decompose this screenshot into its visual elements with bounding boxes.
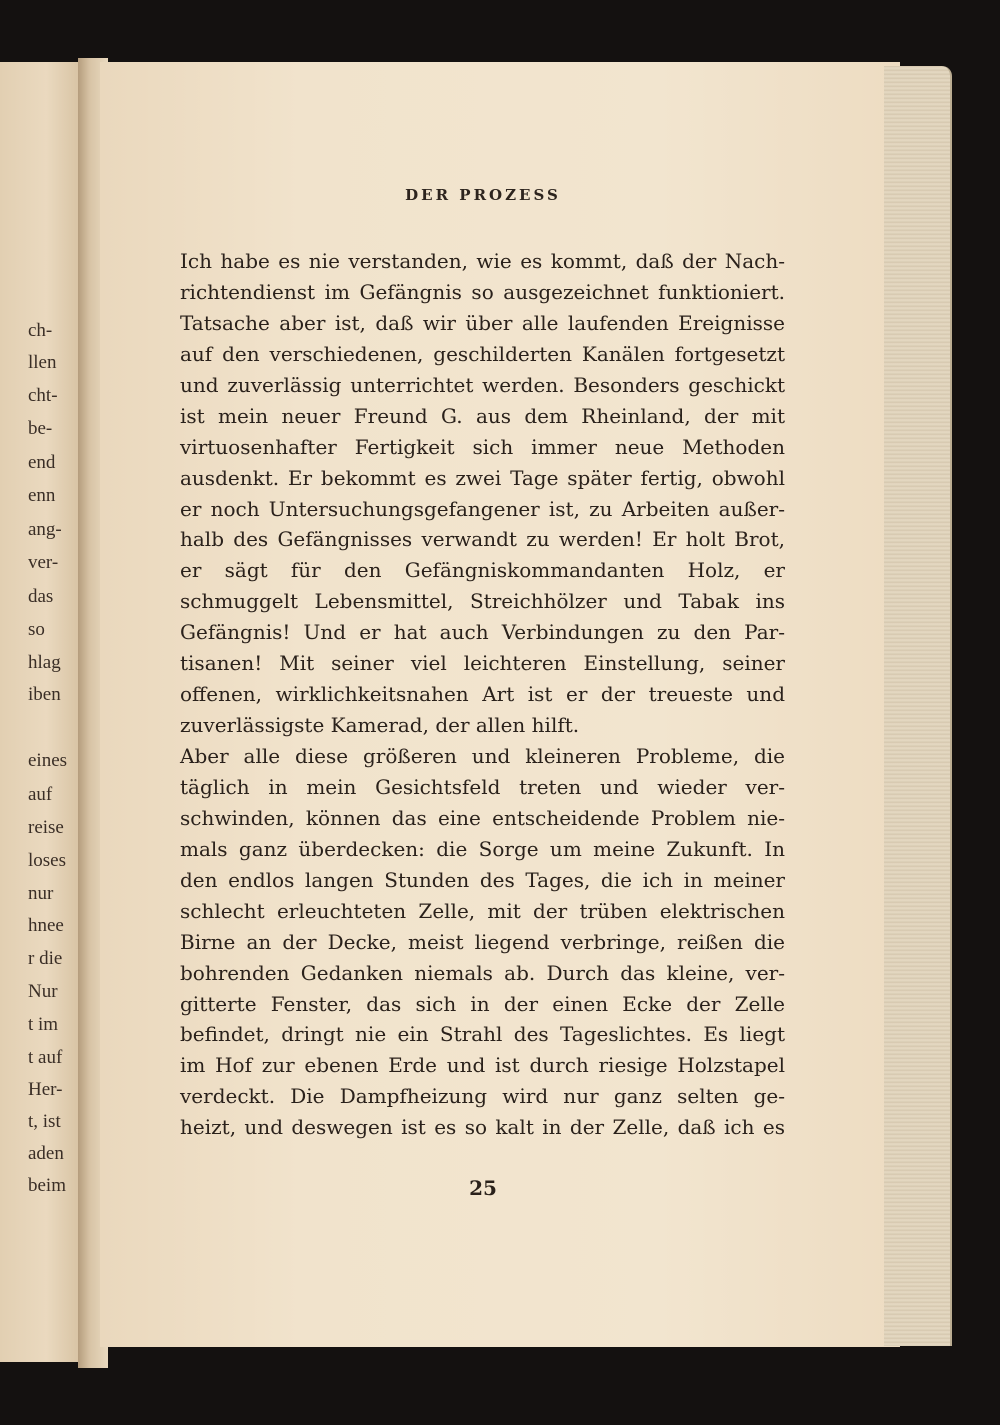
left-fragment: ang- (28, 519, 62, 540)
left-fragment: aden (28, 1143, 64, 1164)
text-line: bohrenden Gedanken niemals ab. Durch das kleine, ver- (180, 960, 785, 985)
text-line: täglich in mein Gesichtsfeld treten und wieder ver- (180, 774, 785, 799)
left-fragment: auf (28, 784, 53, 805)
text-line: schwinden, können das eine entscheidende Problem nie- (180, 805, 785, 830)
text-line: im Hof zur ebenen Erde und ist durch riesige Holzstapel (180, 1053, 785, 1078)
text-line: virtuosenhafter Fertigkeit sich immer neue Methoden (180, 434, 785, 459)
left-fragment: hnee (28, 915, 64, 936)
text-line: Birne an der Decke, meist liegend verbringe, reißen die (180, 929, 785, 954)
left-fragment: Her- (28, 1079, 63, 1100)
left-fragment: enn (28, 485, 56, 506)
left-fragment: nur (28, 883, 54, 904)
left-fragment: t, ist (28, 1111, 61, 1132)
left-fragment: t im (28, 1014, 59, 1035)
text-line: mals ganz überdecken: die Sorge um meine Zukunft. In (180, 836, 785, 861)
left-fragment: cht- (28, 385, 58, 406)
text-line: ausdenkt. Er bekommt es zwei Tage später fertig, obwohl (180, 465, 785, 490)
left-fragment: iben (28, 684, 61, 705)
text-line: Gefängnis! Und er hat auch Verbindungen zu den Par- (180, 620, 785, 645)
text-line: schmuggelt Lebensmittel, Streichhölzer und Tabak ins (180, 589, 785, 614)
text-line: richtendienst im Gefängnis so ausgezeichnet funktioniert. (180, 279, 785, 304)
left-fragment: end (28, 452, 56, 473)
text-line: offenen, wirklichkeitsnahen Art ist er der treueste und (180, 682, 785, 707)
text-line: und zuverlässig unterrichtet werden. Besonders geschickt (180, 372, 785, 397)
left-fragment: hlag (28, 652, 61, 673)
left-fragment: so (28, 619, 45, 640)
text-line: ist mein neuer Freund G. aus dem Rheinland, der mit (180, 403, 785, 428)
text-line: Ich habe es nie verstanden, wie es kommt, daß der Nach- (180, 249, 785, 273)
left-fragment: be- (28, 418, 53, 439)
left-fragment: llen (28, 352, 57, 373)
text-line: er sägt für den Gefängniskommandanten Holz, er (180, 558, 785, 583)
text-line: heizt, und deswegen ist es so kalt in der Zelle, daß ich es (180, 1115, 785, 1140)
text-line: Aber alle diese größeren und kleineren Probleme, die (180, 744, 785, 768)
left-fragment: Nur (28, 981, 58, 1002)
text-line: auf den verschiedenen, geschilderten Kanälen fortgesetzt (180, 341, 785, 366)
text-line: den endlos langen Stunden des Tages, die ich in meiner (180, 867, 785, 892)
text-line: er noch Untersuchungsgefangener ist, zu Arbeiten außer- (180, 496, 785, 521)
left-fragment: eines (28, 750, 68, 771)
text-line: Tatsache aber ist, daß wir über alle laufenden Ereignisse (180, 310, 785, 335)
left-fragment: r die (28, 948, 63, 969)
left-fragment: ch- (28, 320, 53, 341)
left-fragment: reise (28, 817, 64, 838)
text-line: tisanen! Mit seiner viel leichteren Einstellung, seiner (180, 651, 785, 676)
left-fragment: ver- (28, 552, 59, 573)
left-fragment: beim (28, 1175, 66, 1196)
left-page (0, 62, 84, 1362)
text-line: verdeckt. Die Dampfheizung wird nur ganz selten ge- (180, 1084, 785, 1109)
left-fragment: loses (28, 850, 66, 871)
body-text (180, 246, 785, 1143)
left-fragment: t auf (28, 1047, 63, 1068)
running-head: DER PROZESS (405, 186, 561, 204)
text-line: befindet, dringt nie ein Strahl des Tageslichtes. Es liegt (180, 1022, 785, 1047)
text-line: zuverlässigste Kamerad, der allen hilft. (180, 713, 580, 738)
text-line: schlecht erleuchteten Zelle, mit der trüben elektrischen (180, 898, 785, 923)
page-number: 25 (469, 1176, 497, 1200)
text-line: gitterte Fenster, das sich in der einen Ecke der Zelle (180, 991, 785, 1016)
left-fragment: das (28, 586, 54, 607)
text-line: halb des Gefängnisses verwandt zu werden! Er holt Brot, (180, 527, 785, 552)
page-edge (884, 66, 952, 1346)
